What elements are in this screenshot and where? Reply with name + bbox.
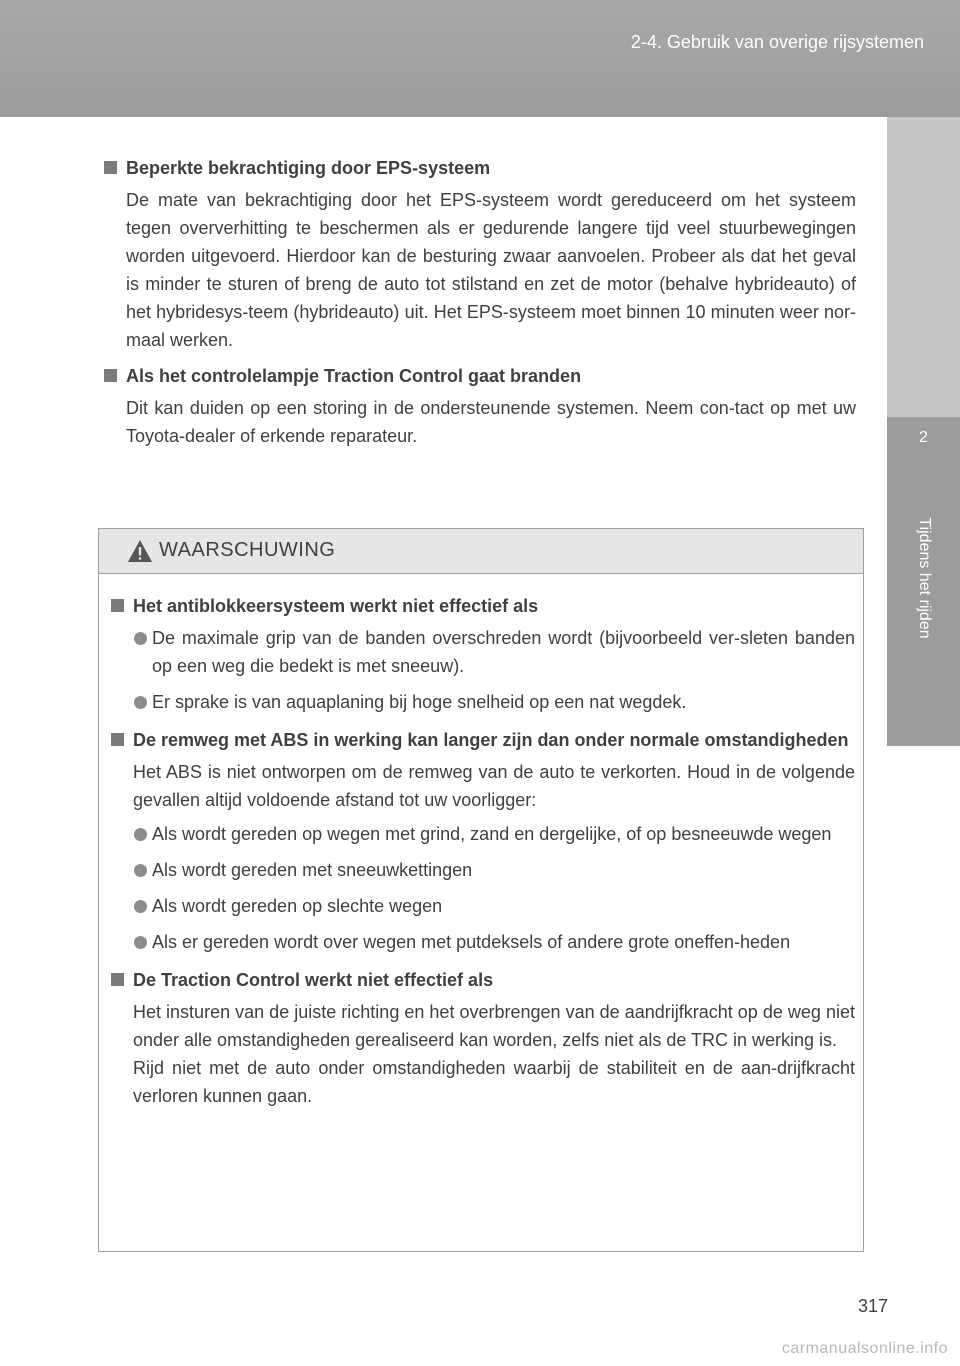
section-heading-text: Als het controlelampje Traction Control gaat branden: [126, 366, 582, 386]
list-item: [133, 892, 855, 920]
list-item: [133, 820, 855, 848]
side-tab-label: Tijdens het rijden: [916, 517, 933, 639]
list-item-text: De maximale grip van de banden overschreden wordt (bijvoorbeeld ver-sleten banden op een weg die bedekt is met sneeuw).: [152, 628, 855, 676]
side-tab-number: 2: [887, 417, 960, 473]
section-paragraph: Het insturen van de juiste richting en het overbrengen van de aandrijfkracht op de weg niet onder alle omstandigheden gerealiseerd kan worden, zelfs niet als de TRC in werking is.: [133, 1002, 855, 1050]
square-bullet-icon: [104, 369, 117, 382]
warning-section-heading: [107, 724, 855, 756]
square-bullet-icon: [111, 733, 124, 746]
list-item-text: Er sprake is van aquaplaning bij hoge snelheid op een nat wegdek.: [152, 692, 687, 712]
square-bullet-icon: [111, 973, 124, 986]
header-title: 2-4. Gebruik van overige rijsystemen: [630, 32, 924, 52]
section-paragraph: Dit kan duiden op een storing in de ondersteunende systemen. Neem con-tact op met uw Toyota-dealer of erkende reparateur.: [126, 398, 856, 446]
section-heading-text: De Traction Control werkt niet effectief als: [133, 970, 494, 990]
circle-bullet-icon: [134, 864, 147, 877]
section-heading-text: Beperkte bekrachtiging door EPS-systeem: [126, 158, 491, 178]
circle-bullet-icon: [134, 828, 147, 841]
list-item-text: Als er gereden wordt over wegen met putdeksels of andere grote oneffen-heden: [152, 932, 791, 952]
square-bullet-icon: [104, 161, 117, 174]
list-item: [133, 928, 855, 956]
section-heading-text: De remweg met ABS in werking kan langer zijn dan onder normale omstandigheden: [133, 730, 849, 750]
section-heading-text: Het antiblokkeersysteem werkt niet effectief als: [133, 596, 539, 616]
section-heading: [100, 360, 856, 392]
list-item: [133, 688, 855, 716]
warning-section-heading: [107, 590, 855, 622]
warning-section-heading: [107, 964, 855, 996]
warning-triangle-icon: [127, 539, 153, 563]
warning-header: [99, 529, 863, 574]
circle-bullet-icon: [134, 900, 147, 913]
list-item-text: Als wordt gereden op slechte wegen: [152, 896, 443, 916]
circle-bullet-icon: [134, 936, 147, 949]
circle-bullet-icon: [134, 632, 147, 645]
section-paragraph: Rijd niet met de auto onder omstandigheden waarbij de stabiliteit en de aan-drijfkracht verloren kunnen gaan.: [133, 1058, 855, 1106]
list-item: [133, 624, 855, 680]
warning-box: [98, 528, 864, 1252]
list-item-text: Als wordt gereden op wegen met grind, zand en dergelijke, of op besneeuwde wegen: [152, 824, 832, 844]
list-item: [133, 856, 855, 884]
page-header: [0, 0, 960, 117]
side-tab-top: [887, 117, 960, 417]
square-bullet-icon: [111, 599, 124, 612]
warning-title: WAARSCHUWING: [159, 539, 336, 561]
main-content: [100, 152, 856, 456]
list-item-text: Als wordt gereden met sneeuwkettingen: [152, 860, 473, 880]
circle-bullet-icon: [134, 696, 147, 709]
page-number: 317: [858, 1296, 889, 1316]
watermark: carmanualsonline.info: [781, 1340, 948, 1357]
section-heading: [100, 152, 856, 184]
section-paragraph: Het ABS is niet ontworpen om de remweg van de auto te verkorten. Houd in de volgende gevallen altijd voldoende afstand tot uw voorligger:: [133, 762, 855, 810]
section-paragraph: De mate van bekrachtiging door het EPS-systeem wordt gereduceerd om het systeem tegen oververhitting te beschermen als er gedurende langere tijd veel stuurbewegingen worden uitgevoerd. Hierdoor kan de besturing zwaar aanvoelen. Probeer als dat het geval is minder te sturen of breng de auto tot stilstand en zet de motor (behalve hybrideauto) of het hybridesys-teem (hybrideauto) uit. Het EPS-systeem moet binnen 10 minuten weer nor-maal werken.: [126, 190, 856, 350]
warning-body: [99, 574, 863, 1110]
